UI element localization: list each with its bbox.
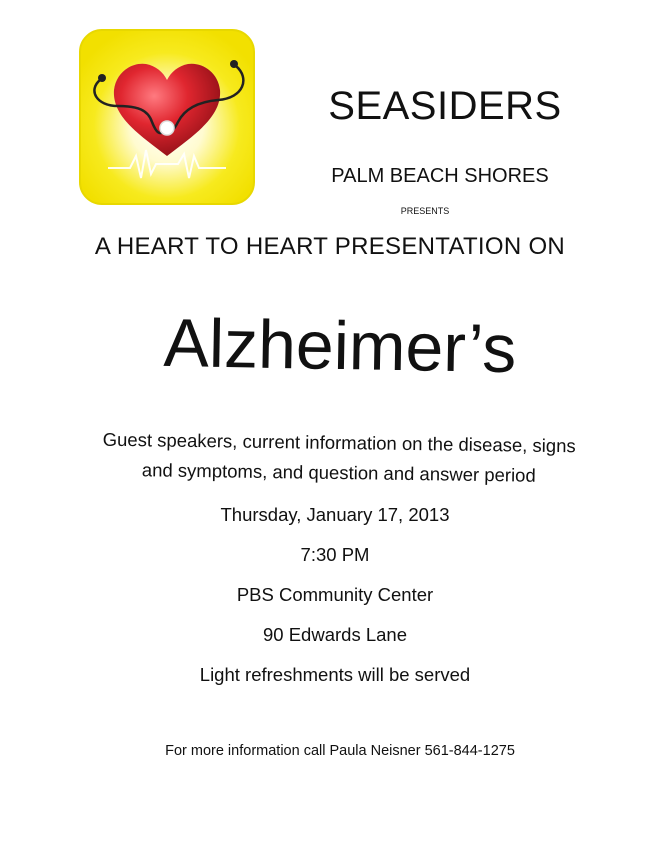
presents-label: PRESENTS — [400, 206, 450, 216]
event-venue: PBS Community Center — [236, 584, 434, 605]
location-name: PALM BEACH SHORES — [331, 165, 549, 187]
event-date: Thursday, January 17, 2013 — [220, 504, 450, 525]
heart-stethoscope-icon — [78, 28, 256, 206]
presentation-headline: A HEART TO HEART PRESENTATION ON — [94, 233, 566, 260]
organization-name: SEASIDERS — [328, 84, 562, 128]
refreshments-note: Light refreshments will be served — [199, 664, 471, 685]
event-time: 7:30 PM — [300, 544, 370, 565]
topic-title: Alzheimer’s — [163, 304, 517, 388]
description-line-1: Guest speakers, current information on the disease, signs — [102, 428, 576, 457]
event-description — [84, 424, 595, 491]
event-address: 90 Edwards Lane — [263, 624, 407, 645]
description-line-2: and symptoms, and question and answer period — [141, 459, 536, 486]
contact-info: For more information call Paula Neisner 561-844-1275 — [165, 743, 515, 759]
